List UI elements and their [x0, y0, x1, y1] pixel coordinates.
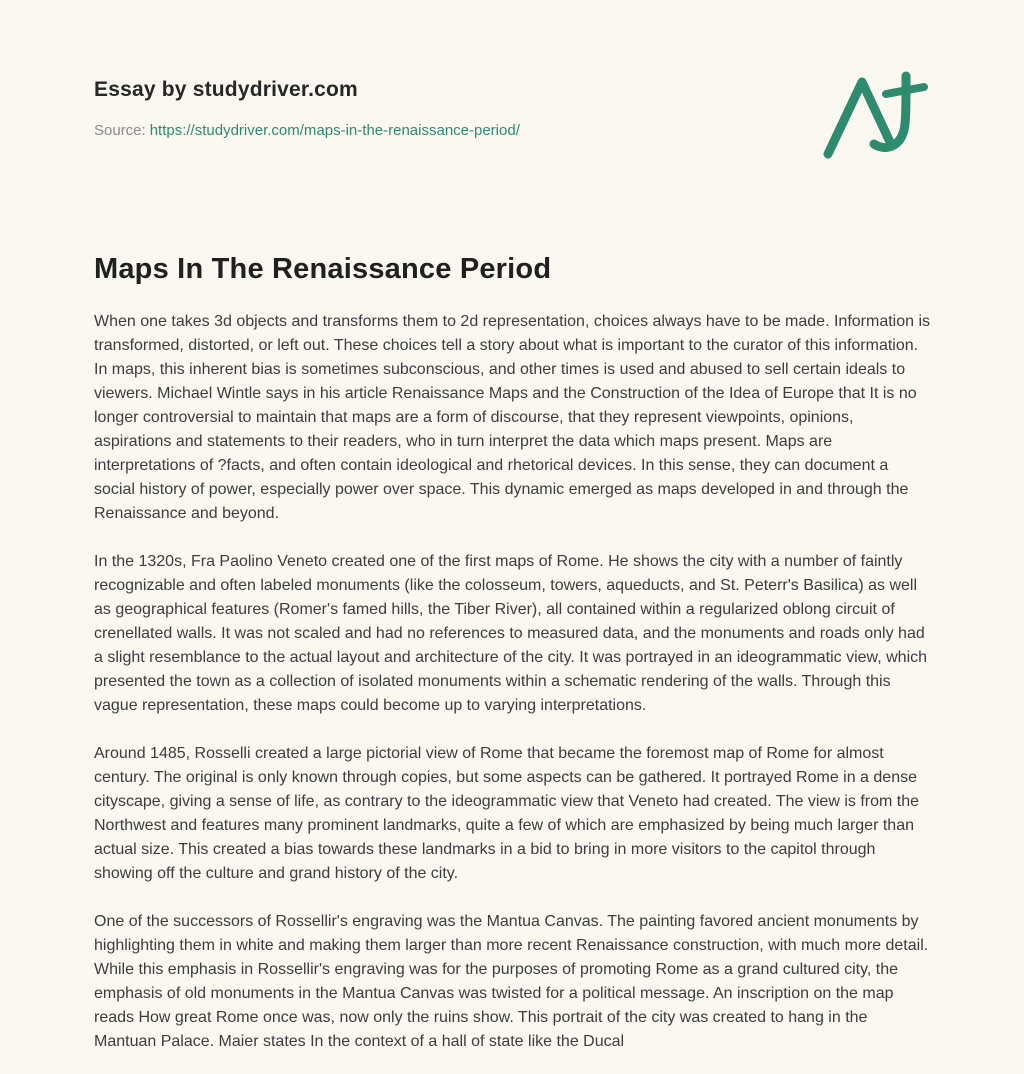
essay-by-heading: Essay by studydriver.com: [94, 78, 358, 101]
source-line: [94, 122, 930, 139]
source-label: Source:: [94, 122, 146, 139]
essay-paragraph-2: In the 1320s, Fra Paolino Veneto created one of the first maps of Rome. He shows the city with a number of faintly recognizable and often labeled monuments (like the colosseum, towers, aqueducts, and St. Peterr's Basilica) as well as geographical features (Romer's famed hills, the Tiber River), all contained within a regularized oblong circuit of crenellated walls. It was not scaled and had no references to measured data, and the monuments and roads only had a slight resemblance to the actual layout and architecture of the city. It was portrayed in an ideogrammatic view, which presented the town as a collection of isolated monuments within a schematic rendering of the walls. Through this vague representation, these maps could become up to varying interpretations.: [94, 553, 928, 714]
essay-body: [94, 310, 930, 1054]
essay-paragraph-4: One of the successors of Rossellir's engraving was the Mantua Canvas. The painting favored ancient monuments by highlighting them in white and making them larger than more recent Renaissance construction, with much more detail. While this emphasis in Rossellir's engraving was for the purposes of promoting Rome as a grand cultured city, the emphasis of old monuments in the Mantua Canvas was twisted for a political message. An inscription on the map reads How great Rome once was, now only the ruins show. This portrait of the city was created to hang in the Mantuan Palace. Maier states In the context of a hall of state like the Ducal: [94, 913, 929, 1050]
page-header: [94, 0, 930, 139]
essay-title: Maps In The Renaissance Period: [94, 253, 552, 285]
studydriver-logo-icon: [818, 70, 930, 160]
source-link[interactable]: https://studydriver.com/maps-in-the-renaissance-period/: [149, 122, 520, 139]
essay-paragraph-1: When one takes 3d objects and transforms them to 2d representation, choices always have to be made. Information is transformed, distorted, or left out. These choices tell a story about what is important to the curator of this information. In maps, this inherent bias is sometimes subconscious, and other times is used and abused to sell certain ideals to viewers. Michael Wintle says in his article Renaissance Maps and the Construction of the Idea of Europe that It is no longer controversial to maintain that maps are a form of discourse, that they represent viewpoints, opinions, aspirations and statements to their readers, who in turn interpret the data which maps present. Maps are interpretations of ?facts, and often contain ideological and rhetorical devices. In this sense, they can document a social history of power, especially power over space. This dynamic emerged as maps developed in and through the Renaissance and beyond.: [94, 313, 931, 522]
essay-paragraph-3: Around 1485, Rosselli created a large pictorial view of Rome that became the foremost map of Rome for almost century. The original is only known through copies, but some aspects can be gathered. It portrayed Rome in a dense cityscape, giving a sense of life, as contrary to the ideogrammatic view that Veneto had created. The view is from the Northwest and features many prominent landmarks, quite a few of which are emphasized by being much larger than actual size. This created a bias towards these landmarks in a bid to bring in more visitors to the capitol through showing off the culture and grand history of the city.: [94, 745, 920, 882]
essay-content: [94, 253, 930, 1054]
